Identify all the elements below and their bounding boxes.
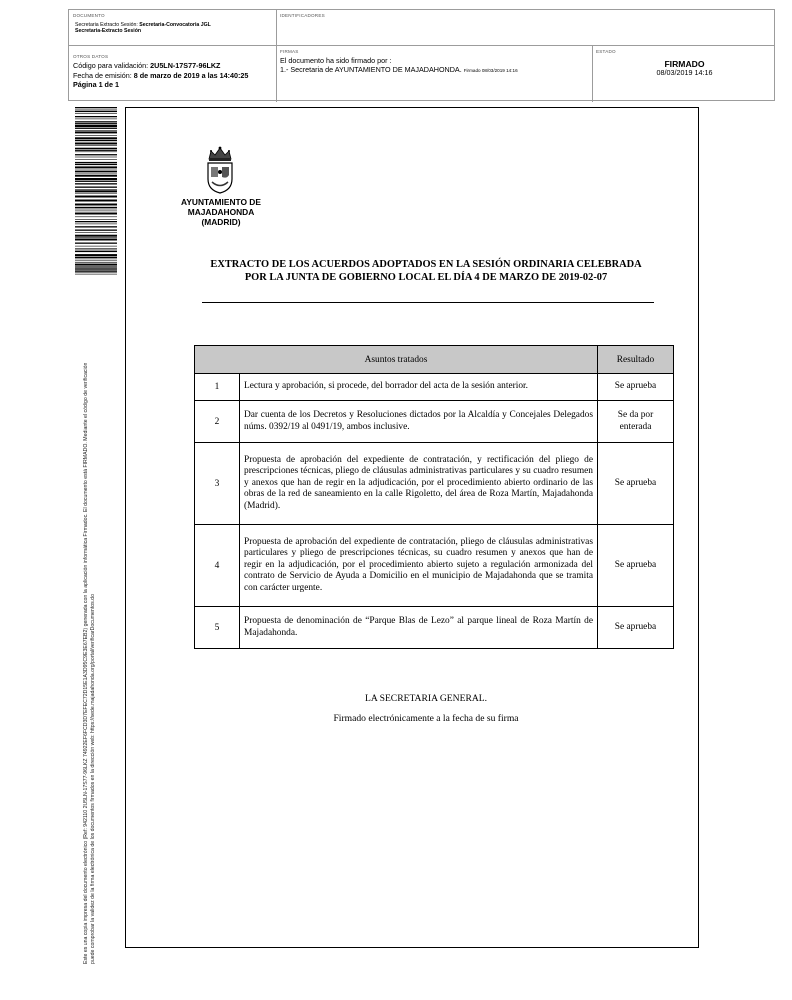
coat-of-arms-icon bbox=[203, 145, 237, 195]
side-text-line1: Este es una copia impresa del documento electrónico (Ref: 942110 2U5LN-17S77-96LKZ 74922EF6FCD3D7EFEC72D15E1A3D95C9E3E67EB2) generada con la aplicación informática Firmadoc. El documento está FIRMADO. Mediante el código de verificación bbox=[83, 362, 89, 964]
row-description: Dar cuenta de los Decretos y Resoluciones dictados por la Alcaldía y Concejales Delegados núms. 0392/19 al 0491/19, ambos inclusive. bbox=[240, 401, 598, 443]
page-number: Página 1 de 1 bbox=[73, 80, 119, 89]
estado-value: FIRMADO bbox=[664, 59, 705, 69]
firmas-line2: 1.- Secretaria de AYUNTAMIENTO DE MAJADAHONDA. Firmado 08/03/2019 14:16 bbox=[280, 65, 518, 74]
signatory-title: LA SECRETARIA GENERAL. bbox=[364, 693, 488, 704]
validation-code: Código para validación: 2U5LN-17S77-96LKZ bbox=[73, 61, 221, 70]
identificadores-label: IDENTIFICADORES bbox=[280, 13, 325, 18]
title-divider bbox=[202, 302, 654, 303]
title-line1: EXTRACTO DE LOS ACUERDOS ADOPTADOS EN LA SESIÓN ORDINARIA CELEBRADA bbox=[210, 259, 642, 270]
document-header bbox=[68, 9, 775, 101]
emission-date: Fecha de emisión: 8 de marzo de 2019 a las 14:40:25 bbox=[73, 71, 249, 80]
org-line1: AYUNTAMIENTO DE bbox=[181, 197, 261, 207]
verification-side-text bbox=[83, 264, 96, 964]
org-line2: MAJADAHONDA bbox=[187, 206, 255, 217]
row-result: Se aprueba bbox=[598, 374, 674, 401]
row-description: Lectura y aprobación, si procede, del borrador del acta de la sesión anterior. bbox=[240, 374, 598, 401]
document-title bbox=[200, 258, 652, 285]
firmas-label: FIRMAS bbox=[280, 49, 299, 54]
row-number: 2 bbox=[195, 401, 240, 443]
otros-datos-label: OTROS DATOS bbox=[73, 54, 109, 59]
row-result bbox=[598, 401, 674, 443]
org-line3: (MADRID) bbox=[201, 216, 241, 227]
title-line2: POR LA JUNTA DE GOBIERNO LOCAL EL DÍA 4 DE MARZO DE 2019-02-07 bbox=[244, 272, 608, 284]
barcode-icon bbox=[75, 107, 117, 275]
row-description: Propuesta de denominación de “Parque Blas de Lezo” al parque lineal de Roza Martín de Majadahonda. bbox=[240, 607, 598, 649]
row-description: Propuesta de aprobación del expediente de contratación, y rectificación del pliego de prescripciones técnicas, pliego de cláusulas administrativas particulares y su cuadro resumen y anexos que han de regir en la adjudicación, por el procedimiento abierto ordinario de las obras de la red de saneamiento en la calle Rigoletto, del área de Roza Martín, Majadahonda (Madrid). bbox=[240, 443, 598, 525]
documento-line1: Secretaria Extracto Sesión: Secretaria-Convocatoria JGL bbox=[75, 22, 211, 28]
row-result: Se aprueba bbox=[598, 607, 674, 649]
col-asuntos: Asuntos tratados bbox=[195, 346, 598, 374]
documento-line2: Secretaria-Extracto Sesión bbox=[75, 28, 142, 34]
table-row bbox=[195, 443, 674, 525]
row-number: 3 bbox=[195, 443, 240, 525]
row-result-text: Se da por enterada bbox=[617, 410, 654, 432]
row-description: Propuesta de aprobación del expediente de contratación, pliego de cláusulas administrativas particulares y pliego de prescripciones técnicas, su cuadro resumen y anexos que han de regir en la adjudicación, por el procedimiento abierto sujeto a regulación armonizada del contrato de Servicio de Ayuda a Domicilio en el municipio de Majadahonda que se tramita con carácter urgente. bbox=[240, 525, 598, 607]
organization-name bbox=[150, 198, 292, 227]
row-result: Se aprueba bbox=[598, 525, 674, 607]
signature-note: Firmado electrónicamente a la fecha de su firma bbox=[333, 713, 519, 724]
agenda-table bbox=[194, 345, 674, 649]
firmas-line1: El documento ha sido firmado por : bbox=[280, 56, 392, 65]
estado-date: 08/03/2019 14:16 bbox=[656, 68, 713, 77]
side-text-line2: puede comprobar la validez de la firma electrónica de los documentos firmados en la dirección web: https://sede.majadahonda.org/portal/verificarDocumentos.do bbox=[89, 594, 96, 964]
table-row bbox=[195, 401, 674, 443]
table-row bbox=[195, 374, 674, 401]
row-number: 5 bbox=[195, 607, 240, 649]
documento-label: DOCUMENTO bbox=[73, 13, 105, 18]
col-resultado: Resultado bbox=[598, 346, 674, 374]
table-row bbox=[195, 525, 674, 607]
row-number: 1 bbox=[195, 374, 240, 401]
table-header-row bbox=[195, 346, 674, 374]
estado-label: ESTADO bbox=[596, 49, 616, 54]
row-number: 4 bbox=[195, 525, 240, 607]
table-row bbox=[195, 607, 674, 649]
row-result: Se aprueba bbox=[598, 443, 674, 525]
